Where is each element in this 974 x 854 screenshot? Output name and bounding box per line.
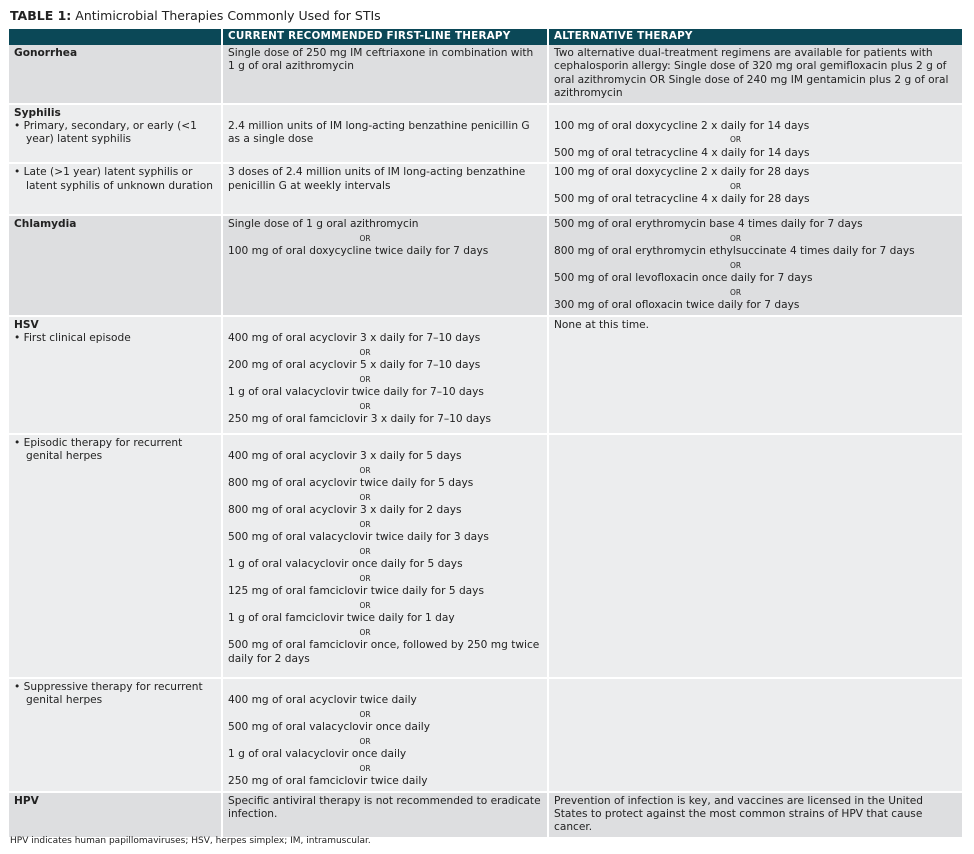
therapy-option: 1 g of oral famciclovir twice daily for 1 day <box>228 612 455 625</box>
condition-subtype: • First clinical episode <box>14 332 131 345</box>
therapy-option: 2.4 million units of IM long-acting benzathine penicillin G as a single dose <box>228 120 530 146</box>
first-line-cell <box>222 434 548 678</box>
alternative-cell <box>548 316 963 434</box>
spacer <box>228 319 542 332</box>
or-separator: OR <box>359 492 371 502</box>
footnote: HPV indicates human papillomaviruses; HSV, herpes simplex; IM, intramuscular. <box>10 836 371 846</box>
therapy-option: 400 mg of oral acyclovir twice daily <box>228 694 417 707</box>
or-separator: OR <box>359 736 371 746</box>
condition-cell <box>9 104 222 164</box>
therapy-option: 500 mg of oral valacyclovir once daily <box>228 721 430 734</box>
therapy-option: Prevention of infection is key, and vaccines are licensed in the United States to protect against the most common strains of HPV that cause cancer. <box>554 794 924 834</box>
therapy-option: 500 mg of oral valacyclovir twice daily for 3 days <box>228 531 489 544</box>
alternative-cell <box>548 678 963 792</box>
therapy-option: 200 mg of oral acyclovir 5 x daily for 7–10 days <box>228 359 481 372</box>
or-separator: OR <box>359 600 371 610</box>
or-separator: OR <box>359 709 371 719</box>
table-row <box>9 104 963 164</box>
or-separator: OR <box>729 181 742 191</box>
therapy-option: 100 mg of oral doxycycline twice daily for 7 days <box>228 245 489 258</box>
or-separator: OR <box>359 546 371 556</box>
therapy-option: 125 mg of oral famciclovir twice daily for 5 days <box>228 585 484 598</box>
therapy-option: 300 mg of oral ofloxacin twice daily for 7 days <box>554 299 800 312</box>
first-line-cell <box>222 678 548 792</box>
or-separator: OR <box>359 465 371 475</box>
therapy-option: 1 g of oral valacyclovir once daily for 5 days <box>228 558 463 571</box>
or-separator: OR <box>359 347 371 357</box>
table-caption: Antimicrobial Therapies Commonly Used for STIs <box>75 8 381 23</box>
therapy-option: 500 mg of oral tetracycline 4 x daily for 28 days <box>554 193 810 206</box>
spacer <box>228 107 542 120</box>
first-line-cell <box>222 215 548 315</box>
therapy-option: 500 mg of oral erythromycin base 4 times daily for 7 days <box>554 218 863 231</box>
or-separator: OR <box>729 260 742 270</box>
alternative-cell <box>548 45 963 104</box>
condition-name: HPV <box>14 794 39 807</box>
table-row <box>9 45 963 104</box>
first-line-cell <box>222 792 548 838</box>
table-row <box>9 434 963 678</box>
condition-cell <box>9 316 222 434</box>
condition-subtype-text: First clinical episode <box>23 332 131 345</box>
alternative-cell <box>548 163 963 215</box>
therapy-option: 500 mg of oral famciclovir once, followed by 250 mg twice daily for 2 days <box>228 639 540 665</box>
therapy-option: Single dose of 1 g oral azithromycin <box>228 218 419 231</box>
therapy-table <box>9 29 964 839</box>
table-row <box>9 215 963 315</box>
therapy-option: Specific antiviral therapy is not recommended to eradicate infection. <box>228 794 541 821</box>
condition-name: Syphilis <box>14 106 61 119</box>
therapy-option: 400 mg of oral acyclovir 3 x daily for 7–10 days <box>228 332 481 345</box>
therapy-option: 100 mg of oral doxycycline 2 x daily for 14 days <box>554 120 810 133</box>
first-line-cell <box>222 163 548 215</box>
condition-subtype-text: Suppressive therapy for recurrent genital herpes <box>23 680 203 707</box>
header-condition <box>9 29 222 45</box>
or-separator: OR <box>359 573 371 583</box>
therapy-option: 1 g of oral valacyclovir once daily <box>228 748 407 761</box>
first-line-cell <box>222 316 548 434</box>
therapy-option: 800 mg of oral acyclovir 3 x daily for 2 days <box>228 504 462 517</box>
condition-name: Gonorrhea <box>14 47 78 59</box>
therapy-option: 100 mg of oral doxycycline 2 x daily for 28 days <box>554 166 810 179</box>
condition-subtype-text: Episodic therapy for recurrent genital herpes <box>23 436 183 463</box>
therapy-option: 250 mg of oral famciclovir 3 x daily for 7–10 days <box>228 413 492 426</box>
or-separator: OR <box>729 287 742 297</box>
or-separator: OR <box>359 233 371 243</box>
first-line-cell <box>222 104 548 164</box>
condition-cell <box>9 792 222 838</box>
therapy-option: 500 mg of oral tetracycline 4 x daily for 14 days <box>554 147 810 160</box>
condition-cell <box>9 45 222 104</box>
table-row <box>9 316 963 434</box>
alternative-cell <box>548 792 963 838</box>
header-first-line: CURRENT RECOMMENDED FIRST-LINE THERAPY <box>222 29 548 45</box>
table-row <box>9 163 963 215</box>
table-title <box>10 8 381 23</box>
header-alternative: ALTERNATIVE THERAPY <box>548 29 963 45</box>
therapy-option: 3 doses of 2.4 million units of IM long-acting benzathine penicillin G at weekly intervals <box>228 166 526 192</box>
alternative-cell <box>548 104 963 164</box>
therapy-option: 250 mg of oral famciclovir twice daily <box>228 775 428 788</box>
condition-cell <box>9 434 222 678</box>
alternative-cell <box>548 215 963 315</box>
or-separator: OR <box>729 135 742 145</box>
table-row <box>9 678 963 792</box>
condition-subtype-text: Primary, secondary, or early (<1 year) latent syphilis <box>23 120 197 146</box>
table-row <box>9 792 963 838</box>
or-separator: OR <box>359 627 371 637</box>
condition-cell <box>9 215 222 315</box>
table-label: TABLE 1: <box>10 8 72 23</box>
spacer <box>228 437 542 450</box>
or-separator: OR <box>359 401 371 411</box>
condition-cell <box>9 163 222 215</box>
first-line-cell <box>222 45 548 104</box>
condition-subtype: • Late (>1 year) latent syphilis or latent syphilis of unknown duration <box>14 166 213 192</box>
condition-subtype: • Primary, secondary, or early (<1 year) latent syphilis <box>14 120 197 146</box>
therapy-option: Two alternative dual-treatment regimens are available for patients with cephalosporin allergy: Single dose of 320 mg oral gemifloxacin plus 2 g of oral azithromycin OR Single dose of 240 mg IM gentamicin plus 2 g of oral azithromycin <box>554 47 949 100</box>
therapy-option: 1 g of oral valacyclovir twice daily for 7–10 days <box>228 386 484 399</box>
condition-subtype: • Suppressive therapy for recurrent genital herpes <box>14 680 203 707</box>
spacer <box>228 681 542 694</box>
therapy-option: 400 mg of oral acyclovir 3 x daily for 5 days <box>228 450 462 463</box>
condition-name: HSV <box>14 318 39 331</box>
condition-name: Chlamydia <box>14 218 77 231</box>
or-separator: OR <box>359 374 371 384</box>
therapy-option: 800 mg of oral erythromycin ethylsuccinate 4 times daily for 7 days <box>554 245 915 258</box>
header-row <box>9 29 963 45</box>
alternative-cell <box>548 434 963 678</box>
or-separator: OR <box>359 519 371 529</box>
or-separator: OR <box>729 233 742 243</box>
therapy-option: 500 mg of oral levofloxacin once daily for 7 days <box>554 272 813 285</box>
condition-subtype: • Episodic therapy for recurrent genital herpes <box>14 436 183 463</box>
therapy-option: 800 mg of oral acyclovir twice daily for 5 days <box>228 477 474 490</box>
or-separator: OR <box>359 763 371 773</box>
therapy-option: Single dose of 250 mg IM ceftriaxone in combination with 1 g of oral azithromycin <box>228 47 534 73</box>
condition-subtype-text: Late (>1 year) latent syphilis or latent syphilis of unknown duration <box>23 166 213 192</box>
condition-cell <box>9 678 222 792</box>
spacer <box>554 107 957 120</box>
therapy-option: None at this time. <box>554 318 650 331</box>
